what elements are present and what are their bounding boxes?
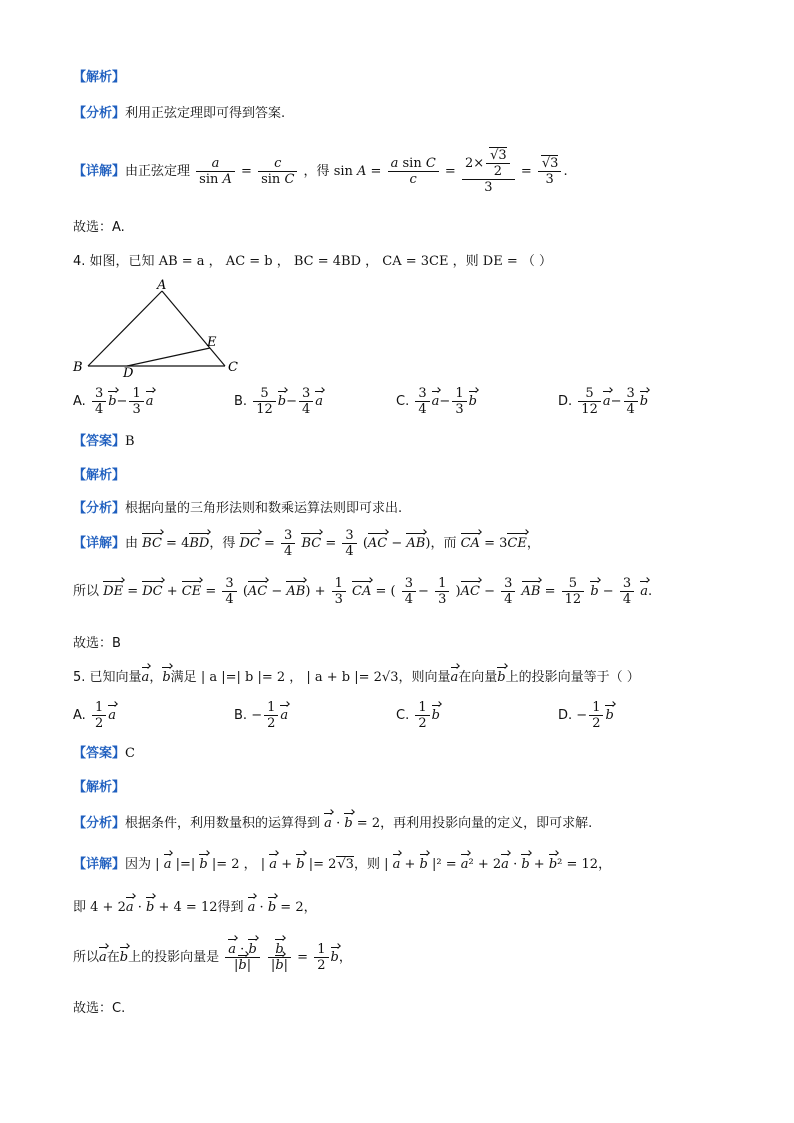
triangle-figure — [70, 278, 250, 378]
label-B: B — [73, 360, 83, 375]
q5-answer-line: 故选：C. — [73, 1001, 126, 1016]
q5-xiangjie-1: 【详解】因为 | a |=| b |= 2 ， | a + b |= 2√3，则 | a + b |² = a² + 2a · b + b² = 12， — [73, 857, 612, 872]
q5-option-1[interactable]: A. $\frac{1}{2}$ a — [73, 700, 116, 731]
q4-answer-line: 故选：B — [73, 636, 121, 651]
sine-law-frac-a: $\frac{a}{\text{sin A}}$ — [196, 156, 235, 187]
q4-stem: 4. 如图，已知 AB = a ， AC = b ， BC = 4BD ， CA = 3CE ，则 DE = （ ） — [73, 254, 552, 269]
q5-option-3[interactable]: C. $\frac{1}{2}$ b — [396, 700, 440, 731]
q4-answer: 【答案】B — [73, 434, 135, 449]
q4-option-3[interactable]: C. $\frac{3}{4}$ a− $\frac{1}{3}$ b — [396, 386, 477, 417]
q3-answer-line: 故选：A. — [73, 220, 125, 235]
q3-jiexi-tag: 【解析】 — [73, 70, 126, 85]
q5-option-4[interactable]: D. − $\frac{1}{2}$ b — [558, 700, 614, 731]
q4-fenxi: 【分析】根据向量的三角形法则和数乘运算法则即可求出. — [73, 501, 403, 516]
label-D: D — [123, 366, 134, 378]
q4-xiangjie-2: 所以 DE = DC + CE = $\frac{3}{4}$ (AC − AB) + $\frac{1}{3}$ CA = ( $\frac{3}{4}$ − $\frac{1}{3}$ )AC − $\frac{3}{4}$ AB = $\frac{5}{12}$ b − $\frac{3}{4}$ a. — [73, 576, 653, 607]
q5-jiexi-tag: 【解析】 — [73, 780, 126, 795]
segment-de — [127, 348, 210, 366]
side-ac — [162, 291, 225, 366]
q3-xiangjie: 【详解】由正弦定理 $\frac{a}{\text{sin A}}$ = $\frac{c}{\text{sin C}}$ ，得 sin A = $\frac{\text{a sin C}}{c}$ = 2× $\frac{√3}{2}$ 3 = $\frac{√3}{3}$ . — [73, 148, 568, 195]
q4-option-1[interactable]: A. $\frac{3}{4}$ b− $\frac{1}{3}$ a — [73, 386, 154, 417]
q5-xiangjie-2: 即 4 + 2a · b + 4 = 12得到 a · b = 2， — [73, 900, 317, 915]
label-A: A — [157, 278, 167, 293]
q5-option-2[interactable]: B. − $\frac{1}{2}$ a — [234, 700, 289, 731]
q5-fenxi: 【分析】根据条件，利用数量积的运算得到 a · b = 2，再利用投影向量的定义，即可求解. — [73, 816, 593, 831]
side-ab — [88, 291, 162, 366]
q4-given-vectors: AB = a ， AC = b ， BC = 4BD ， CA = 3CE — [158, 254, 449, 269]
q4-target: DE = （ ） — [482, 254, 552, 269]
sine-law-frac-c: $\frac{c}{\text{sin C}}$ — [258, 156, 297, 187]
q5-condition: | a |=| b |= 2 ， | a + b |= 2√3 — [200, 670, 399, 685]
q5-answer: 【答案】C — [73, 746, 135, 761]
q4-option-4[interactable]: D. $\frac{5}{12}$ a− $\frac{3}{4}$ b — [558, 386, 649, 417]
label-C: C — [228, 360, 238, 375]
q3-fenxi: 【分析】利用正弦定理即可得到答案. — [73, 106, 286, 121]
q4-option-2[interactable]: B. $\frac{5}{12}$ b− $\frac{3}{4}$ a — [234, 386, 324, 417]
q5-xiangjie-3: 所以a在b上的投影向量是 $\frac{a \cdot b}{|b|}$ $\frac{b}{|b|}$ = $\frac{1}{2}$ b， — [73, 942, 352, 973]
q4-jiexi-tag: 【解析】 — [73, 468, 126, 483]
label-E: E — [207, 335, 217, 350]
q4-xiangjie-1: 【详解】由 BC = 4BD，得 DC = $\frac{3}{4}$ BC = $\frac{3}{4}$ (AC − AB)，而 CA = 3CE， — [73, 528, 540, 559]
q5-stem: 5. 已知向量a，b满足 | a |=| b |= 2 ， | a + b |= 2√3，则向量a在向量b上的投影向量等于（ ） — [73, 670, 640, 685]
